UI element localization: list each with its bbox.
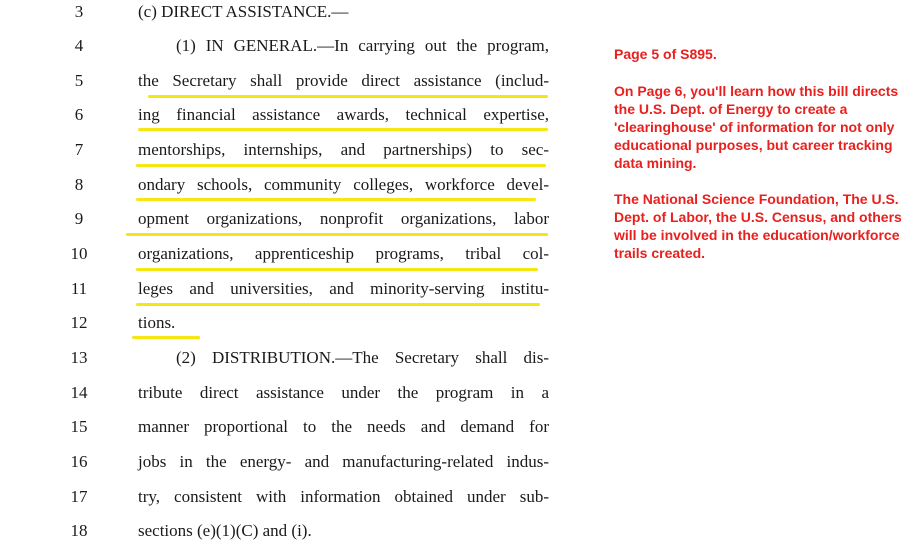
- annotation-body-continued: The National Science Foundation, The U.S. Dept. of Labor, the U.S. Census, and others will be involved in the education/workforce trails created.: [614, 191, 902, 261]
- line-number: 6: [74, 105, 84, 124]
- text-line: sections (e)(1)(C) and (i).: [138, 521, 312, 540]
- line-number: 9: [74, 209, 84, 228]
- line-number: 17: [70, 487, 88, 506]
- highlight-underline: [132, 336, 200, 339]
- text-line: (2) DISTRIBUTION.—The Secretary shall dis-: [176, 348, 549, 367]
- text-line: mentorships, internships, and partnerships) to sec-: [138, 140, 549, 159]
- highlight-underline: [148, 95, 548, 98]
- text-line: tribute direct assistance under the program in a: [138, 383, 549, 402]
- line-number: 4: [74, 36, 84, 55]
- annotation-page-ref: Page 5 of S895.: [614, 46, 717, 62]
- text-line: ondary schools, community colleges, workforce devel-: [138, 175, 549, 194]
- highlight-underline: [138, 128, 548, 131]
- highlight-underline: [136, 198, 536, 201]
- line-number: 14: [70, 383, 88, 402]
- text-line: opment organizations, nonprofit organizations, labor: [138, 209, 549, 228]
- line-number: 12: [70, 313, 88, 332]
- text-line: tions.: [138, 313, 176, 332]
- text-line: organizations, apprenticeship programs, tribal col-: [138, 244, 549, 263]
- line-number: 3: [74, 2, 84, 21]
- line-number: 16: [70, 452, 88, 471]
- line-number: 10: [70, 244, 88, 263]
- text-line: jobs in the energy- and manufacturing-related indus-: [138, 452, 549, 471]
- text-line: manner proportional to the needs and demand for: [138, 417, 549, 436]
- text-line: ing financial assistance awards, technical expertise,: [138, 105, 549, 124]
- line-number: 11: [70, 279, 88, 298]
- annotation-body: On Page 6, you'll learn how this bill directs the U.S. Dept. of Energy to create a 'clearinghouse' of information for not only educational purposes, but career tracking data mining.: [614, 83, 899, 171]
- line-number: 7: [74, 140, 84, 159]
- text-line: the Secretary shall provide direct assistance (includ-: [138, 71, 549, 90]
- line-number: 18: [70, 521, 88, 540]
- text-line: try, consistent with information obtained under sub-: [138, 487, 549, 506]
- text-line: (c) DIRECT ASSISTANCE.—: [138, 2, 349, 21]
- highlight-underline: [126, 233, 548, 236]
- highlight-underline: [136, 268, 538, 271]
- text-line: (1) IN GENERAL.—In carrying out the program,: [176, 36, 549, 55]
- text-line: leges and universities, and minority-serving institu-: [138, 279, 549, 298]
- line-number: 13: [70, 348, 88, 367]
- line-number: 5: [74, 71, 84, 90]
- line-number: 15: [70, 417, 88, 436]
- highlight-underline: [136, 164, 546, 167]
- line-number: 8: [74, 175, 84, 194]
- highlight-underline: [136, 303, 540, 306]
